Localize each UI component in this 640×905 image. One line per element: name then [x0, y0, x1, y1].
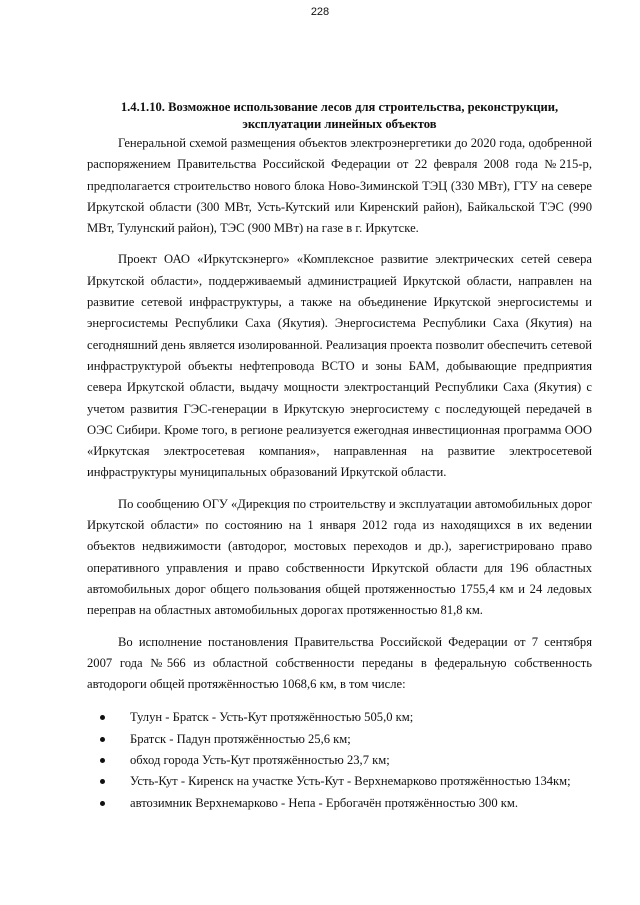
bullet-icon	[100, 737, 105, 742]
roads-bullet-list	[87, 707, 592, 813]
list-item	[100, 793, 592, 814]
section-title-line-2: эксплуатации линейных объектов	[242, 117, 437, 131]
paragraph-generation-scheme: Генеральной схемой размещения объектов электроэнергетики до 2020 года, одобренной распоряжением Правительства Российской Федерации от 22 февраля 2008 года №215-р, предполагается строительство нового блока Ново-Зиминской ТЭЦ (330 МВт), ГТУ на севере Иркутской области (300 МВт, Усть-Кутский или Киренский район), Байкальской ТЭС (990 МВт, Тулунский район), ТЭС (900 МВт) на газе в г. Иркутске.	[87, 136, 592, 236]
bullet-icon	[100, 779, 105, 784]
bullet-icon	[100, 715, 105, 720]
bullet-icon	[100, 758, 105, 763]
list-item-text: Усть-Кут - Киренск на участке Усть-Кут - Верхнемарково протяжённостью 134км;	[130, 774, 571, 789]
paragraph-federal-transfer: Во исполнение постановления Правительства Российской Федерации от 7 сентября 2007 года №566 из областной собственности переданы в федеральную собственность автодороги общей протяжённостью 1068,6 км, в том числе:	[87, 634, 592, 692]
list-item	[100, 750, 592, 771]
section-title	[87, 99, 592, 133]
paragraph-irkutskenergo-project: Проект ОАО «Иркутскэнерго» «Комплексное развитие электрических сетей севера Иркутской области», поддерживаемый администрацией Иркутской области, направлен на развитие сетевой инфраструктуры, а также на объединение Иркутской энергосистемы и энергосистемы Республики Саха (Якутия). Энергосистема Республики Саха (Якутия) на сегодняшний день является изолированной. Реализация проекта позволит обеспечить сетевой инфраструктурой объекты нефтепровода ВСТО и зоны БАМ, добывающие предприятия севера Иркутской области, выдачу мощности электростанций Республики Саха (Якутия) с учетом развития ГЭС-генерации в Иркутскую энергосистему с последующей передачей в ОЭС Сибири. Кроме того, в регионе реализуется ежегодная инвестиционная программа ООО «Иркутская электросетевая компания», направленная на развитие электросетевой инфраструктуры муниципальных образований Иркутской области.	[87, 252, 592, 480]
section-title-line-1: 1.4.1.10. Возможное использование лесов для строительства, реконструкции,	[120, 100, 559, 114]
bullet-icon	[100, 801, 105, 806]
list-item-text: автозимник Верхнемарково - Непа - Ербогачён протяжённостью 300 км.	[130, 795, 519, 810]
list-item-text: обход города Усть-Кут протяжённостью 23,7 км;	[130, 753, 390, 768]
list-item-text: Тулун - Братск - Усть-Кут протяжённостью 505,0 км;	[130, 710, 414, 725]
page-number: 228	[310, 6, 330, 18]
list-item	[100, 707, 592, 728]
list-item	[100, 729, 592, 750]
paragraph-road-directorate: По сообщению ОГУ «Дирекция по строительству и эксплуатации автомобильных дорог Иркутской области» по состоянию на 1 января 2012 года из находящихся в их ведении объектов недвижимости (автодорог, мостовых переходов и др.), зарегистрировано право оперативного управления и право собственности Иркутской области для 196 областных автомобильных дорог общего пользования общей протяженностью 1755,4 км и 24 ледовых переправ на областных автомобильных дорогах протяженностью 81,8 км.	[87, 496, 592, 618]
list-item	[100, 771, 592, 792]
list-item-text: Братск - Падун протяжённостью 25,6 км;	[130, 731, 351, 746]
document-body	[87, 99, 592, 814]
